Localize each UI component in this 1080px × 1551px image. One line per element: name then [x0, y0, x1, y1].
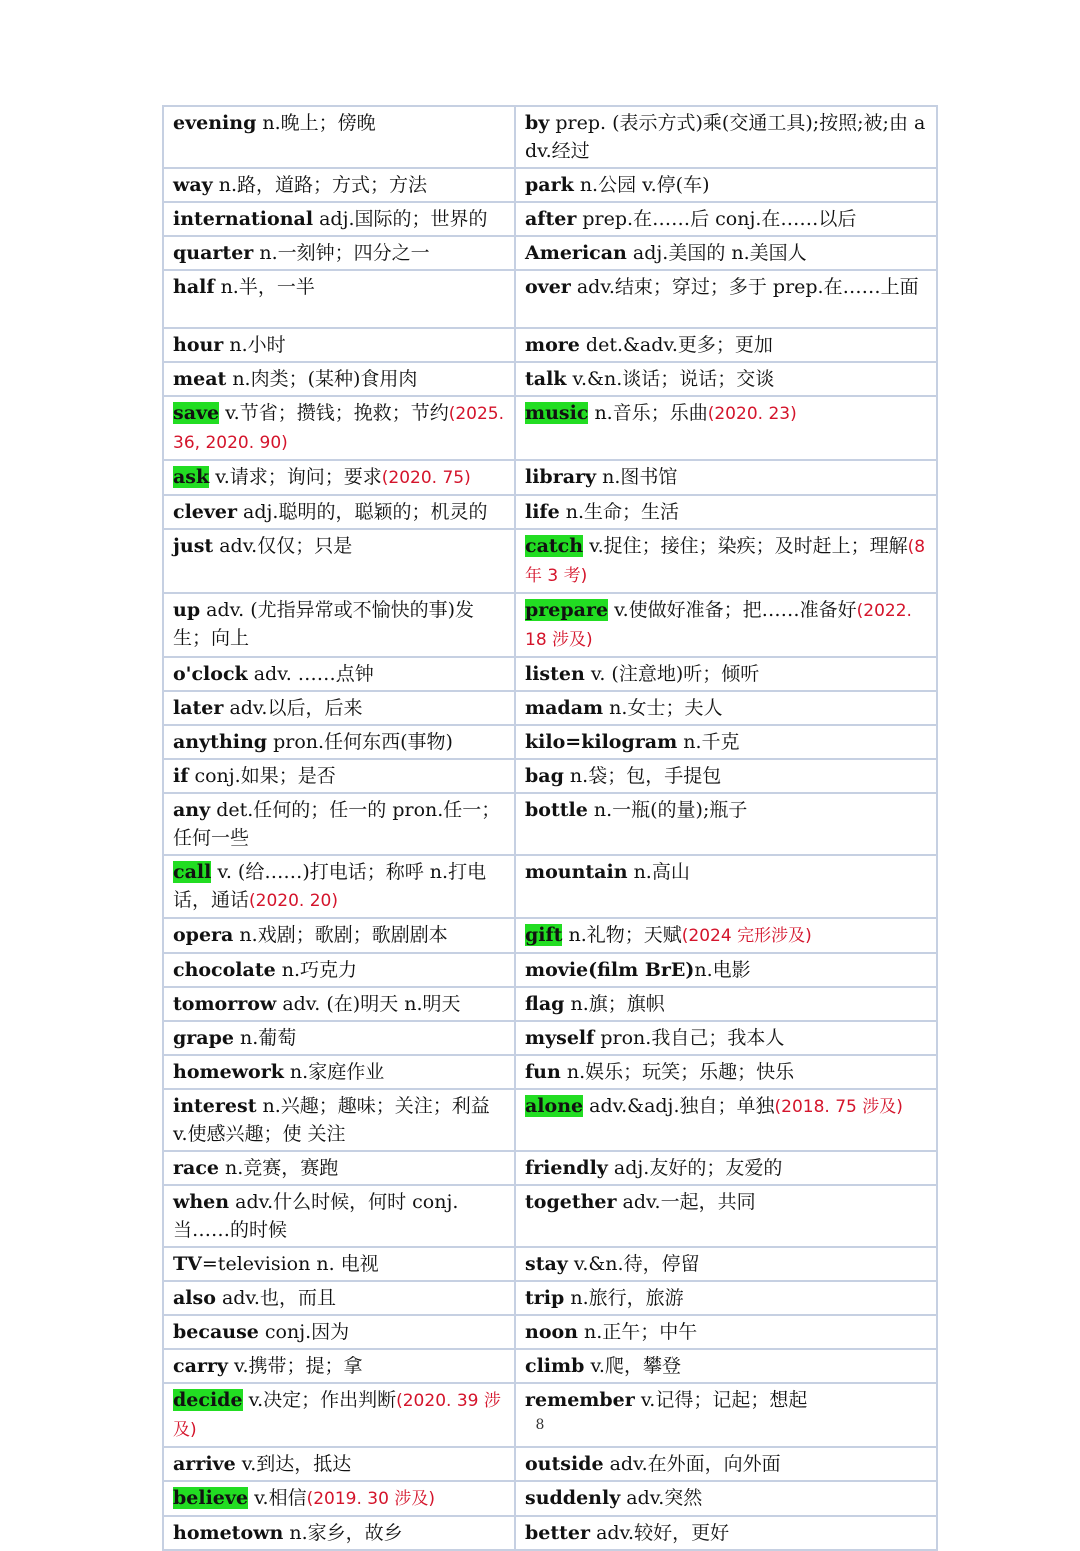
definition: det.任何的；任一的 pron.任一；任何一些 [173, 799, 501, 849]
table-row [163, 657, 937, 691]
headword: hometown [173, 1522, 284, 1544]
exam-reference-note: (2019. 30 涉及) [306, 1489, 435, 1509]
vocab-entry [163, 270, 515, 328]
definition: n.正午；中午 [577, 1321, 698, 1343]
table-row [163, 1055, 937, 1089]
definition: adv.结束；穿过；多于 prep.在……上面 [570, 276, 919, 298]
definition: n.路，道路；方式；方法 [212, 174, 428, 196]
vocab-entry [515, 1516, 937, 1550]
definition: n.图书馆 [596, 466, 678, 488]
headword: also [173, 1287, 216, 1309]
table-row [163, 1447, 937, 1481]
highlighted-headword: gift [525, 924, 563, 946]
table-row [163, 1383, 937, 1447]
vocabulary-table [162, 105, 938, 1551]
table-row [163, 529, 937, 593]
definition: v.使做好准备；把……准备好 [608, 599, 857, 621]
definition: n.晚上；傍晚 [256, 112, 376, 134]
highlighted-headword: decide [173, 1389, 243, 1411]
vocab-entry [163, 1281, 515, 1315]
headword: any [173, 799, 211, 821]
definition: v.请求；询问；要求 [209, 466, 382, 488]
table-row [163, 855, 937, 918]
headword: after [525, 208, 577, 230]
vocab-entry [163, 1247, 515, 1281]
definition: adv. (在)明天 n.明天 [276, 993, 461, 1015]
highlighted-headword: believe [173, 1487, 249, 1509]
vocab-entry [515, 691, 937, 725]
table-row [163, 1315, 937, 1349]
exam-reference-note: (2018. 75 涉及) [774, 1097, 903, 1117]
headword: hour [173, 334, 224, 356]
definition: n.电影 [694, 959, 751, 981]
vocab-entry [163, 202, 515, 236]
definition: adv.一起，共同 [616, 1191, 756, 1213]
table-row [163, 1021, 937, 1055]
headword: quarter [173, 242, 254, 264]
definition: n.千克 [677, 731, 740, 753]
vocab-entry [163, 918, 515, 953]
definition: adv.也，而且 [215, 1287, 336, 1309]
table-row [163, 725, 937, 759]
vocab-entry [515, 1021, 937, 1055]
definition: v.捉住；接住；染疾；及时赶上；理解 [583, 535, 908, 557]
definition: adv. ……点钟 [247, 663, 374, 685]
page-number: 8 [535, 1417, 545, 1433]
definition: prep. (表示方式)乘(交通工具);按照;被;由 adv.经过 [525, 112, 926, 162]
definition: adv.突然 [620, 1487, 703, 1509]
headword: together [525, 1191, 617, 1213]
vocab-entry [163, 1447, 515, 1481]
vocab-entry [515, 1281, 937, 1315]
table-row [163, 1089, 937, 1151]
vocabulary-table-body [163, 106, 937, 1550]
table-row [163, 1151, 937, 1185]
headword: when [173, 1191, 230, 1213]
table-row [163, 168, 937, 202]
headword: kilo=kilogram [525, 731, 678, 753]
definition: v. (给……)打电话；称呼 n.打电话，通话 [173, 861, 487, 911]
table-row [163, 918, 937, 953]
headword: arrive [173, 1453, 236, 1475]
vocab-entry [515, 987, 937, 1021]
vocab-entry [515, 725, 937, 759]
definition: conj.如果；是否 [188, 765, 336, 787]
vocab-entry [163, 1055, 515, 1089]
definition: v. (注意地)听；倾听 [584, 663, 760, 685]
definition: n.一瓶(的量);瓶子 [587, 799, 748, 821]
table-row [163, 202, 937, 236]
vocab-entry [515, 106, 937, 168]
definition: n.音乐；乐曲 [588, 402, 708, 424]
vocab-entry [163, 396, 515, 460]
table-row [163, 328, 937, 362]
headword: interest [173, 1095, 257, 1117]
headword: carry [173, 1355, 228, 1377]
headword: trip [525, 1287, 565, 1309]
vocab-entry [515, 202, 937, 236]
vocab-entry [163, 362, 515, 396]
table-row [163, 1481, 937, 1516]
vocab-entry [515, 759, 937, 793]
vocab-entry [515, 236, 937, 270]
headword: up [173, 599, 201, 621]
definition: v.相信 [248, 1487, 307, 1509]
headword: more [525, 334, 580, 356]
definition: v.决定；作出判断 [242, 1389, 397, 1411]
vocab-entry [515, 657, 937, 691]
table-row [163, 270, 937, 328]
vocab-entry [515, 1247, 937, 1281]
vocab-entry [515, 362, 937, 396]
vocab-entry [163, 1349, 515, 1383]
vocab-entry [515, 1383, 937, 1447]
table-row [163, 793, 937, 855]
vocab-entry [163, 495, 515, 529]
table-row [163, 362, 937, 396]
definition: n.半，一半 [214, 276, 315, 298]
definition: n.竞赛，赛跑 [218, 1157, 339, 1179]
headword: homework [173, 1061, 284, 1083]
vocab-entry [163, 1481, 515, 1516]
vocab-entry [515, 1349, 937, 1383]
vocab-entry [163, 793, 515, 855]
definition: prep.在……后 conj.在……以后 [576, 208, 857, 230]
headword: suddenly [525, 1487, 621, 1509]
headword: meat [173, 368, 227, 390]
vocab-entry [515, 1089, 937, 1151]
definition: n.娱乐；玩笑；乐趣；快乐 [560, 1061, 795, 1083]
vocab-entry [515, 1315, 937, 1349]
table-row [163, 987, 937, 1021]
vocab-entry [163, 1315, 515, 1349]
definition: n.一刻钟；四分之一 [253, 242, 430, 264]
vocab-entry [515, 495, 937, 529]
table-row [163, 460, 937, 495]
headword: flag [525, 993, 565, 1015]
vocab-entry [163, 987, 515, 1021]
vocab-entry [163, 1383, 515, 1447]
vocab-entry [515, 1151, 937, 1185]
headword: noon [525, 1321, 578, 1343]
headword: park [525, 174, 574, 196]
vocab-entry [163, 1021, 515, 1055]
headword: clever [173, 501, 238, 523]
headword: if [173, 765, 189, 787]
definition: det.&adv.更多；更加 [579, 334, 773, 356]
vocab-entry [163, 725, 515, 759]
exam-reference-note: (8 年 3 考) [525, 537, 926, 586]
definition: v.爬，攀登 [584, 1355, 681, 1377]
headword: over [525, 276, 571, 298]
definition: n.礼物；天赋 [562, 924, 682, 946]
vocab-entry [163, 328, 515, 362]
headword: half [173, 276, 215, 298]
headword: by [525, 112, 550, 134]
definition: pron.我自己；我本人 [594, 1027, 785, 1049]
table-row [163, 1185, 937, 1247]
vocab-entry [163, 691, 515, 725]
table-row [163, 495, 937, 529]
headword: climb [525, 1355, 585, 1377]
vocab-entry [163, 168, 515, 202]
vocab-entry [515, 328, 937, 362]
headword: library [525, 466, 597, 488]
highlighted-headword: music [525, 402, 589, 424]
headword: race [173, 1157, 219, 1179]
table-row [163, 691, 937, 725]
definition: v.携带；提；拿 [227, 1355, 363, 1377]
highlighted-headword: save [173, 402, 220, 424]
table-row [163, 106, 937, 168]
headword: American [525, 242, 627, 264]
exam-reference-note: (2020. 20) [249, 891, 338, 911]
headword: friendly [525, 1157, 608, 1179]
vocab-entry [163, 460, 515, 495]
definition: n.公园 v.停(车) [573, 174, 710, 196]
vocab-entry [163, 1185, 515, 1247]
definition: adj.美国的 n.美国人 [626, 242, 807, 264]
headword: because [173, 1321, 259, 1343]
headword: international [173, 208, 314, 230]
vocab-entry [515, 1185, 937, 1247]
headword: just [173, 535, 214, 557]
vocab-entry [163, 106, 515, 168]
definition: n.袋；包，手提包 [563, 765, 722, 787]
headword: listen [525, 663, 585, 685]
table-row [163, 236, 937, 270]
headword: movie(film BrE) [525, 959, 695, 981]
vocab-entry [163, 593, 515, 657]
vocab-entry [163, 1151, 515, 1185]
table-row [163, 759, 937, 793]
definition: adv.什么时候，何时 conj.当……的时候 [173, 1191, 459, 1241]
definition: adv.较好，更好 [590, 1522, 730, 1544]
table-row [163, 593, 937, 657]
definition: adj.友好的；友爱的 [607, 1157, 783, 1179]
headword: chocolate [173, 959, 276, 981]
headword: talk [525, 368, 567, 390]
definition: conj.因为 [258, 1321, 350, 1343]
exam-reference-note: (2020. 39 涉及) [173, 1391, 501, 1440]
exam-reference-note: (2022. 18 涉及) [525, 601, 912, 650]
definition: n.家乡，故乡 [283, 1522, 403, 1544]
vocab-entry [163, 657, 515, 691]
definition: n.高山 [627, 861, 690, 883]
definition: n.戏剧；歌剧；歌剧剧本 [233, 924, 448, 946]
exam-reference-note: (2024 完形涉及) [681, 926, 812, 946]
definition: n.小时 [223, 334, 286, 356]
headword: bottle [525, 799, 588, 821]
headword: better [525, 1522, 591, 1544]
headword: way [173, 174, 213, 196]
exam-reference-note: (2025. 36, 2020. 90) [173, 404, 505, 453]
vocab-entry [515, 1447, 937, 1481]
headword: fun [525, 1061, 561, 1083]
definition: adv.以后，后来 [223, 697, 363, 719]
headword: opera [173, 924, 234, 946]
highlighted-headword: ask [173, 466, 210, 488]
vocab-entry [515, 593, 937, 657]
headword: anything [173, 731, 268, 753]
vocab-entry [515, 270, 937, 328]
headword: evening [173, 112, 257, 134]
table-row [163, 1247, 937, 1281]
vocab-entry [163, 236, 515, 270]
table-row [163, 1281, 937, 1315]
headword: mountain [525, 861, 628, 883]
table-row [163, 1516, 937, 1550]
definition: v.记得；记起；想起 [634, 1389, 808, 1411]
vocab-entry [163, 953, 515, 987]
definition: n.生命；生活 [559, 501, 680, 523]
definition: n.葡萄 [233, 1027, 297, 1049]
headword: tomorrow [173, 993, 277, 1015]
definition: adv.在外面，向外面 [603, 1453, 781, 1475]
headword: TV [173, 1253, 202, 1275]
definition: n.旗；旗帜 [564, 993, 665, 1015]
vocab-entry [515, 460, 937, 495]
definition: n.家庭作业 [283, 1061, 385, 1083]
exam-reference-note: (2020. 23) [707, 404, 797, 424]
vocab-entry [515, 1481, 937, 1516]
definition: n.女士；夫人 [603, 697, 723, 719]
vocab-entry [515, 793, 937, 855]
definition: v.到达，抵达 [235, 1453, 352, 1475]
vocab-entry [515, 168, 937, 202]
table-row [163, 396, 937, 460]
headword: stay [525, 1253, 568, 1275]
headword: remember [525, 1389, 635, 1411]
definition: adv. (尤指异常或不愉快的事)发生；向上 [173, 599, 475, 649]
vocab-entry [163, 759, 515, 793]
vocab-entry [163, 529, 515, 593]
vocab-entry [515, 529, 937, 593]
vocab-entry [515, 855, 937, 918]
definition: v.&n.谈话；说话；交谈 [566, 368, 775, 390]
definition: =television n. 电视 [201, 1253, 379, 1275]
vocab-entry [163, 855, 515, 918]
definition: adj.聪明的，聪颖的；机灵的 [237, 501, 488, 523]
table-row [163, 953, 937, 987]
exam-reference-note: (2020. 75) [381, 468, 471, 488]
vocab-entry [515, 1055, 937, 1089]
vocab-entry [515, 918, 937, 953]
headword: later [173, 697, 224, 719]
definition: v.节省；攒钱；挽救；节约 [219, 402, 449, 424]
headword: life [525, 501, 560, 523]
definition: n.旅行，旅游 [564, 1287, 684, 1309]
definition: v.&n.待，停留 [567, 1253, 700, 1275]
headword: myself [525, 1027, 595, 1049]
definition: pron.任何东西(事物) [267, 731, 453, 753]
definition: n.兴趣；趣味；关注；利益 v.使感兴趣；使 关注 [173, 1095, 490, 1145]
table-row [163, 1349, 937, 1383]
headword: o'clock [173, 663, 248, 685]
definition: adj.国际的；世界的 [313, 208, 488, 230]
definition: n.肉类；(某种)食用肉 [226, 368, 418, 390]
headword: grape [173, 1027, 234, 1049]
vocab-entry [163, 1089, 515, 1151]
vocab-entry [515, 953, 937, 987]
definition: adv.仅仅；只是 [213, 535, 353, 557]
highlighted-headword: call [173, 861, 212, 883]
headword: outside [525, 1453, 604, 1475]
definition: adv.&adj.独自；单独 [583, 1095, 775, 1117]
headword: madam [525, 697, 604, 719]
highlighted-headword: prepare [525, 599, 609, 621]
headword: bag [525, 765, 564, 787]
definition: n.巧克力 [275, 959, 358, 981]
highlighted-headword: alone [525, 1095, 584, 1117]
highlighted-headword: catch [525, 535, 584, 557]
vocab-entry [515, 396, 937, 460]
vocab-entry [163, 1516, 515, 1550]
